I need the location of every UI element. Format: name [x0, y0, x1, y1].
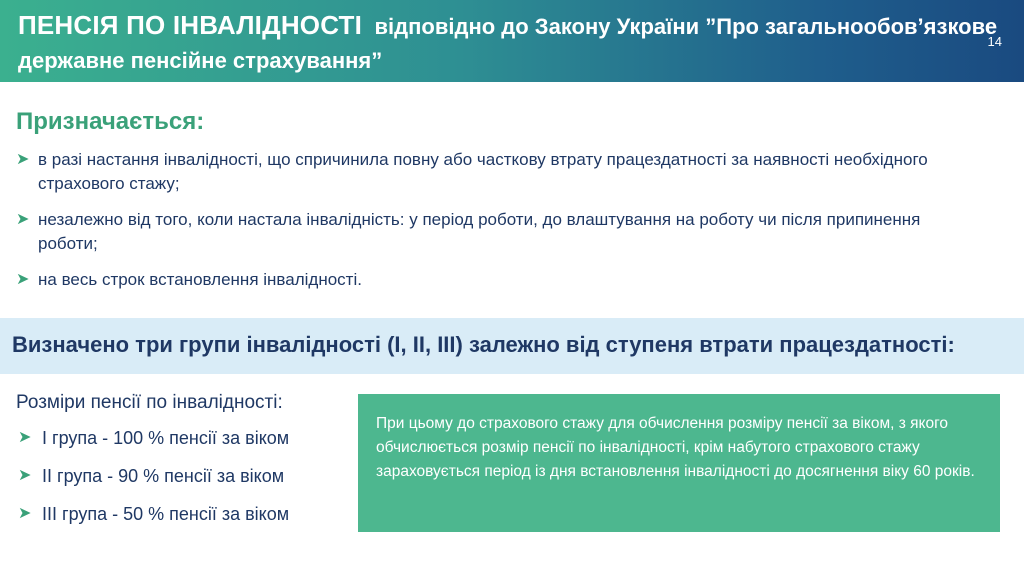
- assigned-heading: Призначається:: [16, 108, 205, 135]
- groups-list: [14, 426, 289, 540]
- list-item-text: в разі настання інвалідності, що спричинила повну або часткову втрату працездатності за наявності необхідного страхового стажу;: [38, 150, 928, 193]
- header-banner: [0, 0, 1024, 82]
- list-item-text: незалежно від того, коли настала інвалідність: у період роботи, до влаштування на роботу чи після припинення роботи;: [38, 210, 921, 253]
- chevron-right-icon: ➤: [18, 467, 32, 484]
- list-item: [14, 208, 964, 256]
- group-text: I група - 100 % пенсії за віком: [42, 428, 290, 448]
- note-text: При цьому до страхового стажу для обчислення розміру пенсії за віком, з якого обчислюється розмір пенсії по інвалідності, крім набутого страхового стажу зараховується період із дня встановлення інвалідності до досягнення віку 60 років.: [376, 415, 975, 480]
- list-item: [14, 426, 289, 464]
- page-number: 14: [987, 34, 1002, 49]
- assigned-list: [14, 148, 964, 304]
- page-subtitle-part2: державне пенсійне страхування”: [18, 48, 383, 73]
- chevron-right-icon: ➤: [16, 151, 30, 168]
- header-line-1: [18, 10, 997, 41]
- note-box: [358, 394, 1000, 532]
- sizes-heading: Розміри пенсії по інвалідності:: [16, 392, 283, 413]
- page-title: ПЕНСІЯ ПО ІНВАЛІДНОСТІ: [18, 10, 363, 40]
- chevron-right-icon: ➤: [16, 211, 30, 228]
- group-text: III група - 50 % пенсії за віком: [42, 504, 290, 524]
- page-subtitle-part1: відповідно до Закону України ”Про загальнообов’язкове: [374, 14, 998, 39]
- group-text: II група - 90 % пенсії за віком: [42, 466, 285, 486]
- list-item: [14, 268, 964, 292]
- groups-band-text: Визначено три групи інвалідності (I, II, III) залежно від ступеня втрати працездатності:: [12, 332, 955, 357]
- groups-band: [0, 318, 1024, 374]
- list-item: [14, 148, 964, 196]
- list-item-text: на весь строк встановлення інвалідності.: [38, 270, 362, 289]
- chevron-right-icon: ➤: [18, 505, 32, 522]
- list-item: [14, 502, 289, 540]
- chevron-right-icon: ➤: [16, 271, 30, 288]
- chevron-right-icon: ➤: [18, 429, 32, 446]
- list-item: [14, 464, 289, 502]
